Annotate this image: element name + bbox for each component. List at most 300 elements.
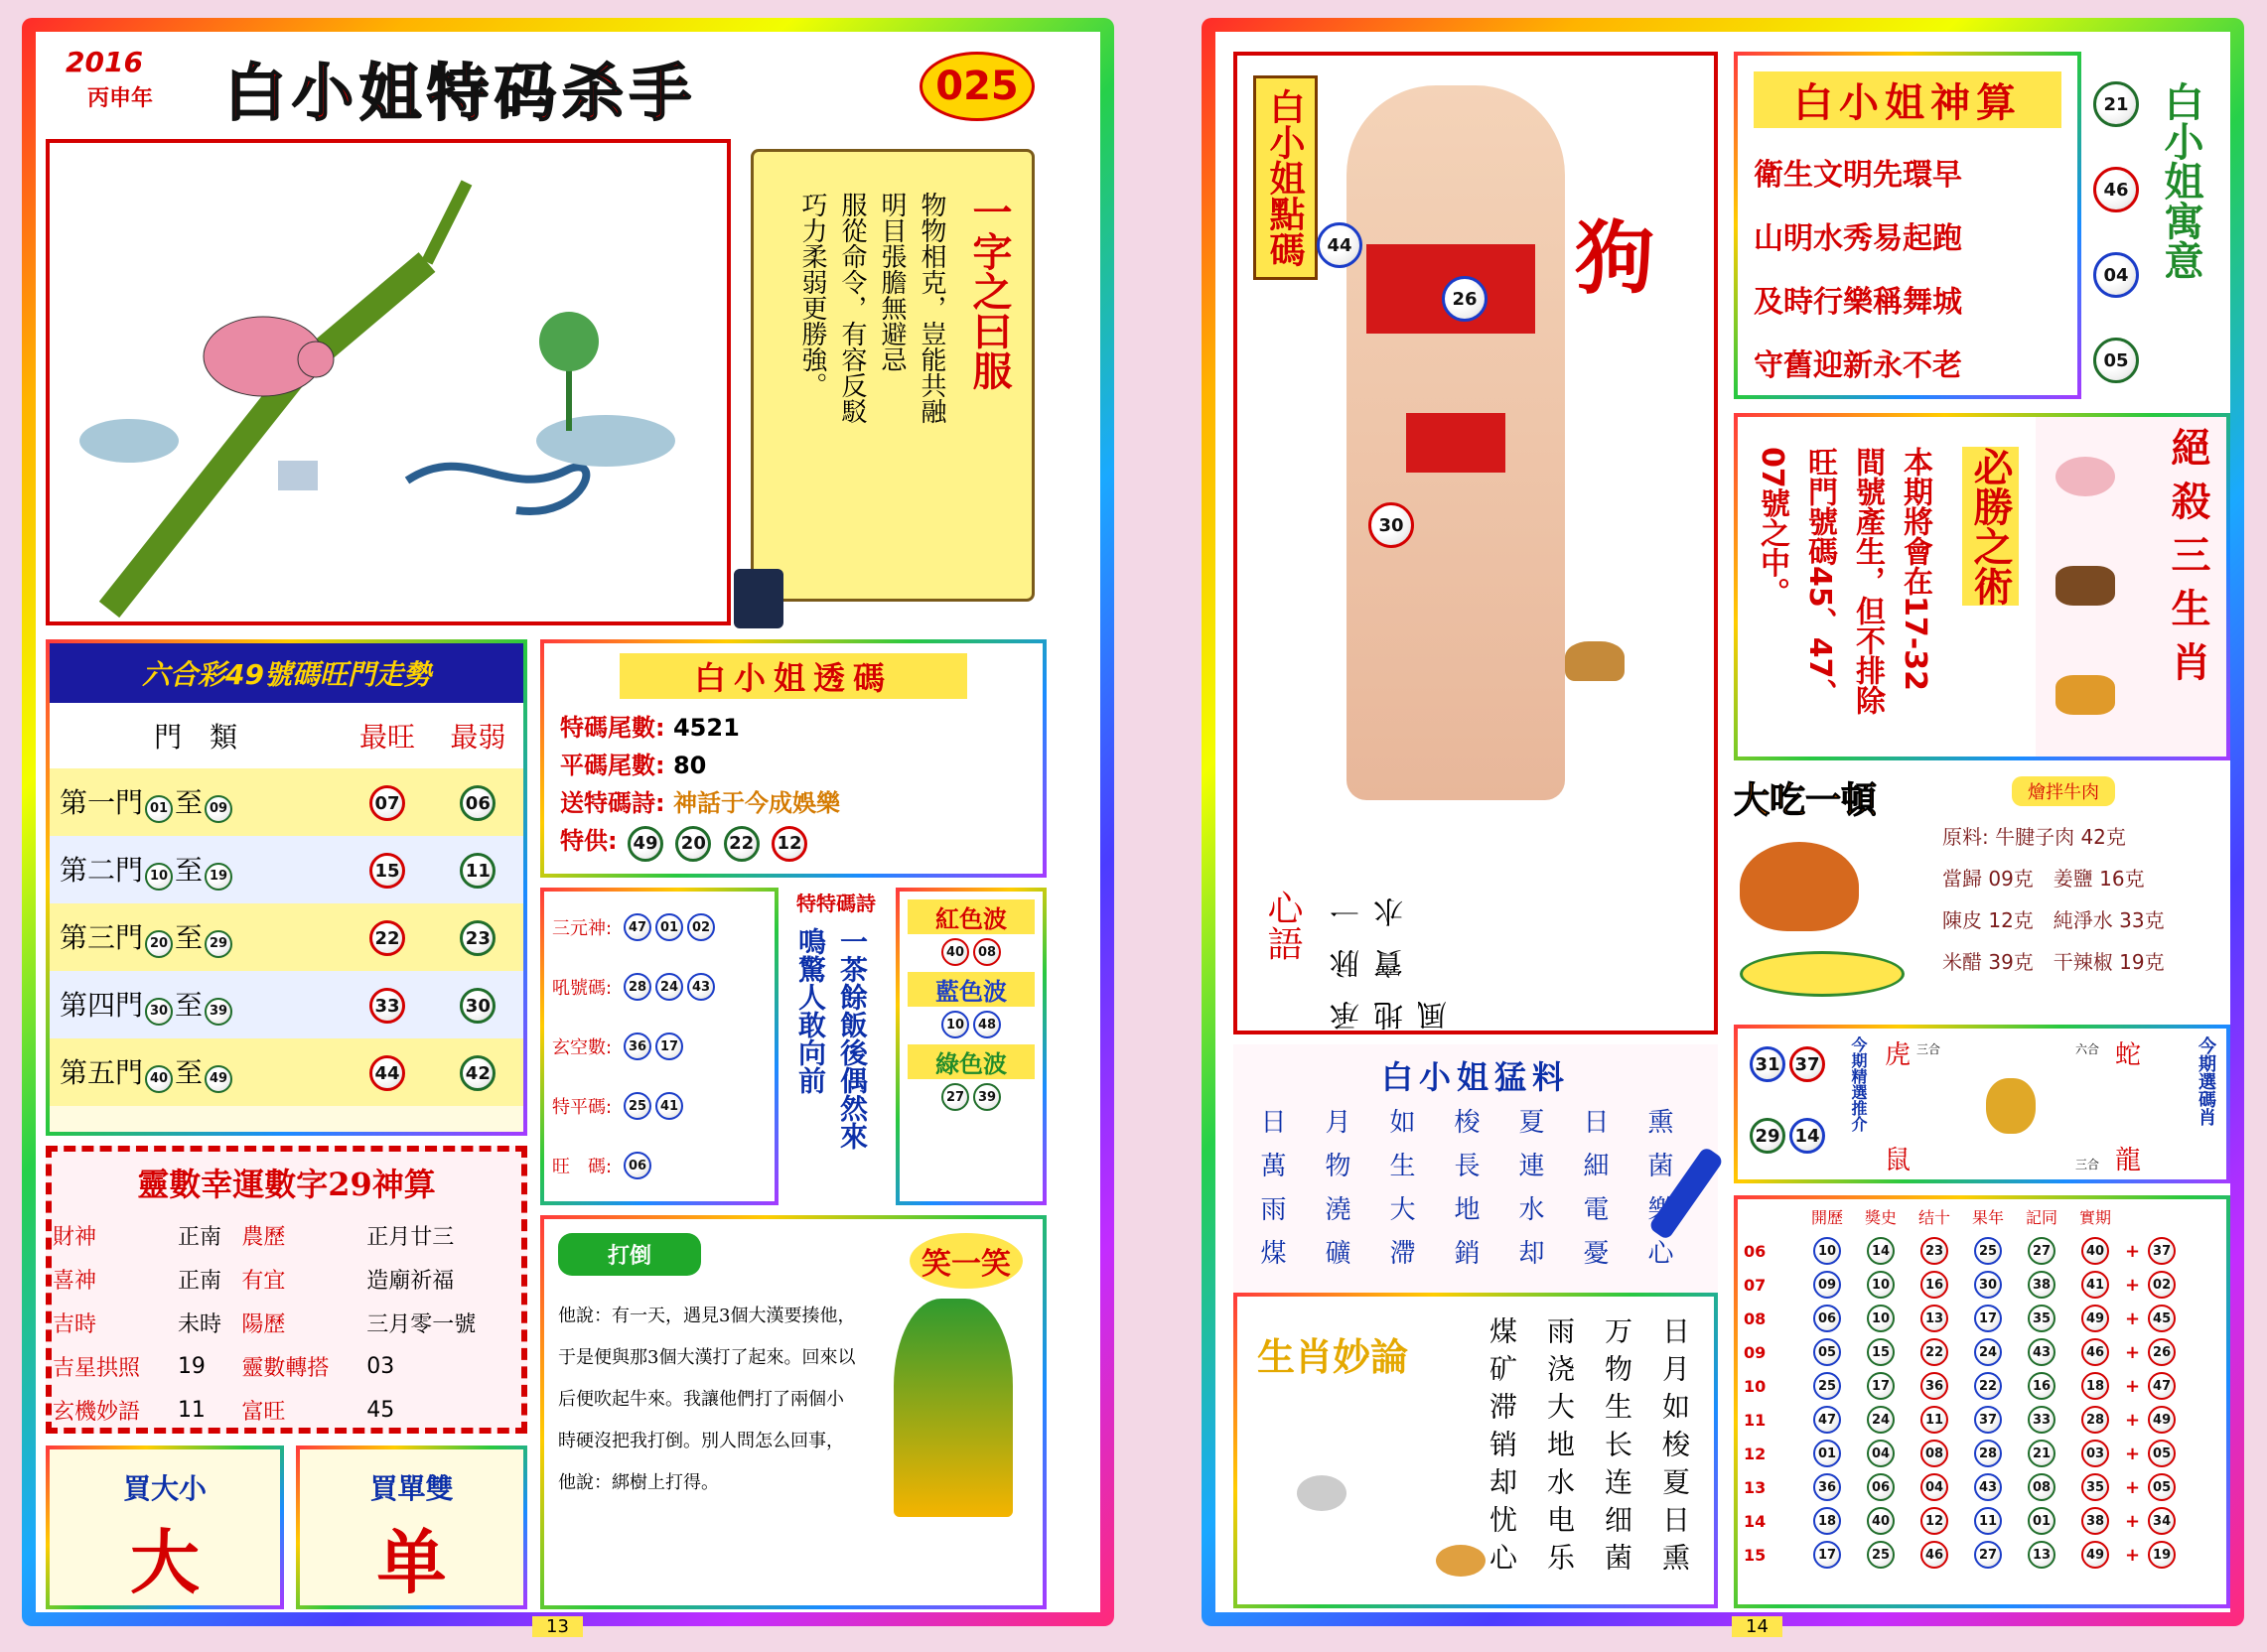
history-ball: 25 xyxy=(1813,1372,1841,1400)
history-ball: 17 xyxy=(1813,1541,1841,1569)
zodiac-label: 虎 xyxy=(1885,1040,1912,1070)
number-ball: 21 xyxy=(2093,81,2139,127)
history-header: 記同 xyxy=(2025,1208,2057,1227)
history-ball: 38 xyxy=(2028,1271,2055,1299)
history-ball: 24 xyxy=(1974,1338,2002,1366)
number-ball: 06 xyxy=(624,1152,651,1179)
history-ball: 37 xyxy=(1974,1406,2002,1434)
meal-title: 大吃一頓 xyxy=(1734,780,1878,821)
reveal-key: 平碼尾數: xyxy=(560,752,665,779)
history-ball: 25 xyxy=(1974,1237,2002,1265)
history-ball: 17 xyxy=(1974,1305,2002,1332)
history-ball: 23 xyxy=(1920,1237,1948,1265)
left-page xyxy=(22,18,1114,1637)
number-ball: 48 xyxy=(973,1011,1001,1038)
calc-line: 山明水秀易起跑 xyxy=(1754,221,1962,256)
zodiac-label: 龍 xyxy=(2115,1146,2142,1175)
row-label: 第四門 xyxy=(60,989,144,1023)
hot-col: 日細電憂 xyxy=(1579,1108,1609,1283)
history-ball: 35 xyxy=(2081,1473,2109,1501)
trend-grid xyxy=(50,703,523,1106)
wave-name: 藍色波 xyxy=(908,972,1035,1007)
hot-col: 熏菌樂心 xyxy=(1643,1108,1673,1283)
cold-ball: 30 xyxy=(460,988,496,1024)
dot-ball: 26 xyxy=(1442,276,1488,322)
plus-icon: + xyxy=(2125,1409,2141,1431)
number-key: 吼號碼: xyxy=(552,978,613,999)
history-ball: 10 xyxy=(1867,1305,1895,1332)
header-cell: 門 類 xyxy=(154,721,238,754)
history-ball: 16 xyxy=(1920,1271,1948,1299)
number-ball: 39 xyxy=(973,1083,1001,1111)
to-word: 至 xyxy=(175,921,204,955)
special-ball: 47 xyxy=(2148,1372,2176,1400)
special-label: 特供: xyxy=(560,827,618,855)
special-ball: 02 xyxy=(2148,1271,2176,1299)
luck-box xyxy=(46,1146,527,1434)
history-ball: 05 xyxy=(1813,1338,1841,1366)
number-ball: 39 xyxy=(205,998,232,1026)
table-row xyxy=(50,903,523,971)
hot-ball: 33 xyxy=(369,988,405,1024)
theory-col: 万物生长连细菌 xyxy=(1601,1316,1633,1581)
number-ball: 40 xyxy=(941,938,969,966)
theory-col: 煤矿滞销却忧心 xyxy=(1486,1316,1518,1581)
pig-icon xyxy=(2055,457,2115,496)
history-ball: 46 xyxy=(2081,1338,2109,1366)
number-key: 玄空數: xyxy=(552,1037,613,1058)
poem-line: 巧力柔弱更勝強。 xyxy=(797,192,827,398)
story-box xyxy=(540,1215,1047,1609)
history-row xyxy=(1744,1302,2220,1335)
history-row xyxy=(1744,1403,2220,1437)
history-ball: 49 xyxy=(2081,1541,2109,1569)
table-row xyxy=(50,971,523,1038)
reveal-key: 特碼尾數: xyxy=(560,714,665,742)
poem-line: 服從命令，有容反駁 xyxy=(837,192,867,424)
hot-col: 月物澆礦 xyxy=(1321,1108,1350,1283)
hot-ball: 44 xyxy=(369,1055,405,1091)
history-ball: 21 xyxy=(2028,1440,2055,1467)
special-ball: 19 xyxy=(2148,1541,2176,1569)
theory-title: 生肖妙論 xyxy=(1257,1335,1409,1379)
history-ball: 18 xyxy=(1813,1507,1841,1535)
calc-line: 及時行樂稱舞城 xyxy=(1754,285,1962,320)
history-ball: 12 xyxy=(1920,1507,1948,1535)
history-ball: 01 xyxy=(1813,1440,1841,1467)
hamster-icon xyxy=(1436,1545,1486,1577)
bottom-garment xyxy=(1406,413,1505,473)
table-row xyxy=(52,1344,521,1388)
year-sub: 丙申年 xyxy=(87,86,154,111)
reveal-value: 4521 xyxy=(672,714,740,742)
table-row xyxy=(52,1301,521,1344)
luck-cell: 財神 xyxy=(53,1224,97,1250)
meaning-label: 白小姐寓意 xyxy=(2158,81,2204,280)
number-ball: 01 xyxy=(655,913,683,941)
win-text: 07號之中。 xyxy=(1755,447,1789,608)
table-row xyxy=(50,1038,523,1106)
history-ball: 27 xyxy=(1974,1541,2002,1569)
dot-ball: 44 xyxy=(1317,222,1362,268)
hot-ball: 07 xyxy=(369,785,405,821)
hot-box xyxy=(1233,1044,1718,1293)
history-ball: 36 xyxy=(1813,1473,1841,1501)
special-ball: 49 xyxy=(2148,1406,2176,1434)
tiger-icon xyxy=(2055,675,2115,715)
history-ball: 49 xyxy=(2081,1305,2109,1332)
history-ball: 08 xyxy=(2028,1473,2055,1501)
luck-cell: 陽歷 xyxy=(241,1311,286,1337)
number-ball: 27 xyxy=(941,1083,969,1111)
history-header: 果年 xyxy=(1971,1208,2004,1227)
number-ball: 09 xyxy=(205,795,232,823)
history-ball: 16 xyxy=(2028,1372,2055,1400)
table-row xyxy=(52,1257,521,1301)
luck-title: 靈數幸運數字29神算 xyxy=(137,1166,436,1203)
buy-size-label: 買大小 xyxy=(122,1472,207,1505)
number-key: 特平碼: xyxy=(552,1097,613,1118)
plus-icon: + xyxy=(2125,1240,2141,1262)
zodiac-label: 蛇 xyxy=(2115,1040,2142,1070)
luck-cell: 富旺 xyxy=(241,1399,286,1425)
history-ball: 27 xyxy=(2028,1237,2055,1265)
number-ball: 37 xyxy=(1789,1046,1825,1082)
monkey-icon xyxy=(1986,1078,2036,1134)
issue-badge: 025 xyxy=(920,52,1035,121)
number-ball: 28 xyxy=(624,973,651,1001)
reveal-value: 神話于今成娛樂 xyxy=(672,789,840,817)
luck-cell: 03 xyxy=(366,1353,395,1379)
story-text: 他說：有一天，遇見3個大漢要揍他，于是便與那3個大漢打了起來。回來以后便吹起牛來。我讓他們打了兩個小時硬沒把我打倒。別人問怎么回事，他說：綁樹上打得。 xyxy=(558,1306,856,1493)
right-page xyxy=(1202,18,2244,1637)
history-ball: 11 xyxy=(1920,1406,1948,1434)
history-ball: 10 xyxy=(1813,1237,1841,1265)
reveal-key: 送特碼詩: xyxy=(560,789,665,817)
number-ball: 05 xyxy=(2093,338,2139,383)
number-ball: 20 xyxy=(675,826,711,862)
luck-cell: 未時 xyxy=(177,1311,221,1337)
buy-odd-box xyxy=(296,1446,527,1609)
plus-icon: + xyxy=(2125,1341,2141,1363)
history-ball: 33 xyxy=(2028,1406,2055,1434)
history-ball: 11 xyxy=(1974,1507,2002,1535)
luck-cell: 正月廿三 xyxy=(366,1224,455,1250)
period-label: 08 xyxy=(1744,1308,1767,1328)
number-ball: 24 xyxy=(655,973,683,1001)
luck-cell: 造廟祈福 xyxy=(366,1268,455,1294)
luck-cell: 45 xyxy=(366,1397,395,1423)
calc-box xyxy=(1734,52,2081,399)
number-ball: 12 xyxy=(772,826,807,862)
special-ball: 05 xyxy=(2148,1440,2176,1467)
row-label: 第五門 xyxy=(60,1056,144,1090)
table-row xyxy=(50,768,523,836)
special-ball: 34 xyxy=(2148,1507,2176,1535)
luck-cell: 喜神 xyxy=(53,1268,97,1294)
number-ball: 22 xyxy=(724,826,760,862)
number-ball: 04 xyxy=(2093,252,2139,298)
history-row xyxy=(1744,1538,2220,1572)
history-ball: 40 xyxy=(1867,1507,1895,1535)
history-box xyxy=(1734,1195,2230,1608)
rabbit-icon xyxy=(1297,1475,1346,1511)
meal-dish: 燴拌牛肉 xyxy=(2012,776,2115,806)
number-ball: 29 xyxy=(205,930,232,958)
wave-name: 綠色波 xyxy=(908,1044,1035,1079)
luck-cell: 有宜 xyxy=(241,1268,286,1294)
history-ball: 04 xyxy=(1867,1440,1895,1467)
page-number: 13 xyxy=(532,1616,583,1637)
win-title: 必勝之術 xyxy=(1962,447,2019,606)
history-ball: 06 xyxy=(1867,1473,1895,1501)
history-header: 獎史 xyxy=(1864,1208,1897,1227)
trend-table xyxy=(46,639,527,1136)
luck-cell: 正南 xyxy=(177,1268,221,1294)
reveal-box xyxy=(540,639,1047,878)
luck-cell: 正南 xyxy=(177,1224,221,1250)
period-label: 07 xyxy=(1744,1275,1767,1295)
luck-cell: 靈數轉搭 xyxy=(241,1355,330,1381)
table-row xyxy=(52,1213,521,1257)
hot-ball: 22 xyxy=(369,920,405,956)
history-row xyxy=(1744,1470,2220,1504)
history-ball: 04 xyxy=(1920,1473,1948,1501)
period-label: 15 xyxy=(1744,1545,1767,1565)
period-label: 10 xyxy=(1744,1376,1767,1396)
relation-label: 三合 xyxy=(2075,1158,2100,1171)
history-ball: 28 xyxy=(1974,1440,2002,1467)
number-ball: 19 xyxy=(205,863,232,891)
history-ball: 38 xyxy=(2081,1507,2109,1535)
history-rows xyxy=(1744,1234,2220,1572)
history-ball: 22 xyxy=(1974,1372,2002,1400)
number-ball: 43 xyxy=(687,973,715,1001)
history-ball: 09 xyxy=(1813,1271,1841,1299)
number-ball: 10 xyxy=(941,1011,969,1038)
dot-ball: 30 xyxy=(1368,502,1414,548)
history-ball: 30 xyxy=(1974,1271,2002,1299)
recommend-label: 今期精選推介 xyxy=(1849,1036,1868,1132)
cold-ball: 42 xyxy=(460,1055,496,1091)
history-ball: 06 xyxy=(1813,1305,1841,1332)
history-header: 實期 xyxy=(2078,1208,2111,1227)
dots-label: 白小姐點碼 xyxy=(1253,75,1318,280)
recommend-box xyxy=(1734,1025,2230,1183)
poem-line: 物物相克，豈能共融 xyxy=(917,192,946,424)
plus-icon: + xyxy=(2125,1510,2141,1532)
hot-col: 夏連水却 xyxy=(1514,1108,1544,1283)
period-label: 14 xyxy=(1744,1511,1767,1531)
year: 2016 xyxy=(66,46,143,78)
heart-col: 承脉一地寶水風 xyxy=(1331,876,1453,1031)
drumstick-icon xyxy=(1740,842,1859,931)
to-word: 至 xyxy=(175,1056,204,1090)
plus-icon: + xyxy=(2125,1443,2141,1464)
history-ball: 08 xyxy=(1920,1440,1948,1467)
inkwell-icon xyxy=(734,569,783,628)
calc-line: 衛生文明先環早 xyxy=(1754,158,1962,193)
page-number: 14 xyxy=(1732,1616,1782,1637)
dog-icon xyxy=(1565,641,1625,681)
poem-line: 明目張膽無避忌 xyxy=(877,192,907,372)
number-ball: 46 xyxy=(2093,167,2139,212)
history-ball: 40 xyxy=(2081,1237,2109,1265)
luck-table xyxy=(52,1213,521,1432)
special-poem xyxy=(786,888,886,1205)
meal-line: 米醋 39克 干辣椒 19克 xyxy=(1942,950,2165,974)
history-ball: 41 xyxy=(2081,1271,2109,1299)
luck-cell: 19 xyxy=(177,1353,206,1379)
history-ball: 43 xyxy=(2028,1338,2055,1366)
hot-col: 梭長地銷 xyxy=(1450,1108,1480,1283)
horse-icon xyxy=(2055,566,2115,606)
plus-icon: + xyxy=(2125,1308,2141,1329)
cold-ball: 06 xyxy=(460,785,496,821)
history-row xyxy=(1744,1268,2220,1302)
meal-box xyxy=(1734,772,2230,1021)
luck-cell: 吉時 xyxy=(53,1311,97,1337)
palm-tree-icon xyxy=(894,1299,1013,1517)
history-row xyxy=(1744,1335,2220,1369)
history-ball: 17 xyxy=(1867,1372,1895,1400)
number-ball: 08 xyxy=(973,938,1001,966)
period-label: 13 xyxy=(1744,1477,1767,1497)
luck-cell: 玄機妙語 xyxy=(53,1399,141,1425)
period-label: 09 xyxy=(1744,1342,1767,1362)
history-header: 结十 xyxy=(1917,1208,1950,1227)
period-label: 06 xyxy=(1744,1241,1767,1261)
kill-title: 絕殺三生肖 xyxy=(2165,427,2211,695)
plate-icon xyxy=(1740,951,1905,997)
number-ball: 25 xyxy=(624,1092,651,1120)
hot-title: 白小姐猛料 xyxy=(1380,1058,1570,1096)
waves-box xyxy=(896,888,1047,1205)
zodiac-label: 鼠 xyxy=(1885,1146,1912,1175)
row-label: 第二門 xyxy=(60,854,144,888)
special-poem-line: 一茶餘飯後偶然來 xyxy=(836,927,869,1150)
win-text: 間號產生，但不排除 xyxy=(1850,447,1885,715)
luck-cell: 吉星拱照 xyxy=(53,1355,141,1381)
special-poem-line: 鳴驚人敢向前 xyxy=(794,927,827,1094)
poem-title: 一字之曰服 xyxy=(966,192,1013,390)
fable-drawing xyxy=(50,143,727,621)
theory-col: 日月如梭夏日熏 xyxy=(1658,1316,1691,1581)
history-row xyxy=(1744,1369,2220,1403)
win-text: 旺門號碼45、47、 xyxy=(1802,447,1837,709)
history-ball: 46 xyxy=(1920,1541,1948,1569)
special-ball: 37 xyxy=(2148,1237,2176,1265)
calc-numbers xyxy=(2091,81,2141,383)
theory-col: 雨浇大地水电乐 xyxy=(1543,1316,1576,1581)
table-row xyxy=(52,1388,521,1432)
history-ball: 18 xyxy=(2081,1372,2109,1400)
hot-ball: 15 xyxy=(369,853,405,889)
number-ball: 41 xyxy=(655,1092,683,1120)
number-ball: 14 xyxy=(1789,1118,1825,1154)
history-header: 開歷 xyxy=(1810,1208,1843,1227)
number-ball: 40 xyxy=(145,1065,173,1093)
number-ball: 36 xyxy=(624,1032,651,1060)
buy-odd-label: 買單雙 xyxy=(369,1472,454,1505)
wave-name: 紅色波 xyxy=(908,899,1035,934)
meal-line: 陳皮 12克 純淨水 33克 xyxy=(1942,908,2165,932)
history-row xyxy=(1744,1437,2220,1470)
cold-ball: 11 xyxy=(460,853,496,889)
history-ball: 28 xyxy=(2081,1406,2109,1434)
zodiac-char: 狗 xyxy=(1575,211,1654,305)
number-ball: 49 xyxy=(628,826,663,862)
numbers-list xyxy=(540,888,779,1205)
calc-line: 守舊迎新永不老 xyxy=(1754,348,1962,383)
special-ball: 05 xyxy=(2148,1473,2176,1501)
theory-box xyxy=(1233,1293,1718,1608)
luck-cell: 11 xyxy=(177,1397,206,1423)
plus-icon: + xyxy=(2125,1274,2141,1296)
history-ball: 15 xyxy=(1867,1338,1895,1366)
win-box xyxy=(1734,413,2230,760)
row-label: 第三門 xyxy=(60,921,144,955)
number-ball: 31 xyxy=(1750,1046,1785,1082)
plus-icon: + xyxy=(2125,1476,2141,1498)
reveal-value: 80 xyxy=(672,752,707,779)
history-ball: 35 xyxy=(2028,1305,2055,1332)
relation-label: 六合 xyxy=(2075,1042,2100,1056)
model-figure xyxy=(1346,85,1565,800)
history-ball: 36 xyxy=(1920,1372,1948,1400)
meal-line: 當歸 09克 姜鹽 16克 xyxy=(1942,867,2145,891)
win-text: 本期將會在17-32 xyxy=(1898,447,1932,691)
history-ball: 01 xyxy=(2028,1507,2055,1535)
number-ball: 20 xyxy=(145,930,173,958)
history-ball: 14 xyxy=(1867,1237,1895,1265)
history-ball: 25 xyxy=(1867,1541,1895,1569)
to-word: 至 xyxy=(175,854,204,888)
plus-icon: + xyxy=(2125,1544,2141,1566)
model-box xyxy=(1233,52,1718,1034)
header-cell: 最旺 xyxy=(359,721,416,754)
buy-size-value: 大 xyxy=(130,1522,200,1603)
right-label: 今期選碼肖 xyxy=(2196,1036,2216,1126)
illustration xyxy=(46,139,731,625)
number-ball: 29 xyxy=(1750,1118,1785,1154)
number-key: 旺 碼: xyxy=(552,1157,613,1177)
history-ball: 10 xyxy=(1867,1271,1895,1299)
number-ball: 17 xyxy=(655,1032,683,1060)
page-title: 白小姐特码杀手 xyxy=(224,57,698,129)
row-label: 第一門 xyxy=(60,786,144,820)
special-ball: 45 xyxy=(2148,1305,2176,1332)
plus-icon: + xyxy=(2125,1375,2141,1397)
number-ball: 10 xyxy=(145,863,173,891)
kill-panel xyxy=(2036,417,2226,757)
luck-cell: 三月零一號 xyxy=(366,1311,477,1337)
header-cell: 最弱 xyxy=(450,721,506,754)
history-ball: 03 xyxy=(2081,1440,2109,1467)
trend-title: 六合彩49號碼旺門走勢 xyxy=(50,643,523,703)
history-ball: 13 xyxy=(2028,1541,2055,1569)
poem-scroll xyxy=(751,149,1035,602)
calc-title: 白小姐神算 xyxy=(1754,71,2061,128)
number-ball: 30 xyxy=(145,998,173,1026)
meal-line: 原料: 牛腱子肉 42克 xyxy=(1942,825,2126,849)
hot-col: 日萬雨煤 xyxy=(1256,1108,1286,1283)
luck-cell: 農歷 xyxy=(241,1224,286,1250)
reveal-title: 白小姐透碼 xyxy=(620,653,967,699)
header xyxy=(46,40,1098,129)
hot-col: 如生大滯 xyxy=(1385,1108,1415,1283)
to-word: 至 xyxy=(175,989,204,1023)
